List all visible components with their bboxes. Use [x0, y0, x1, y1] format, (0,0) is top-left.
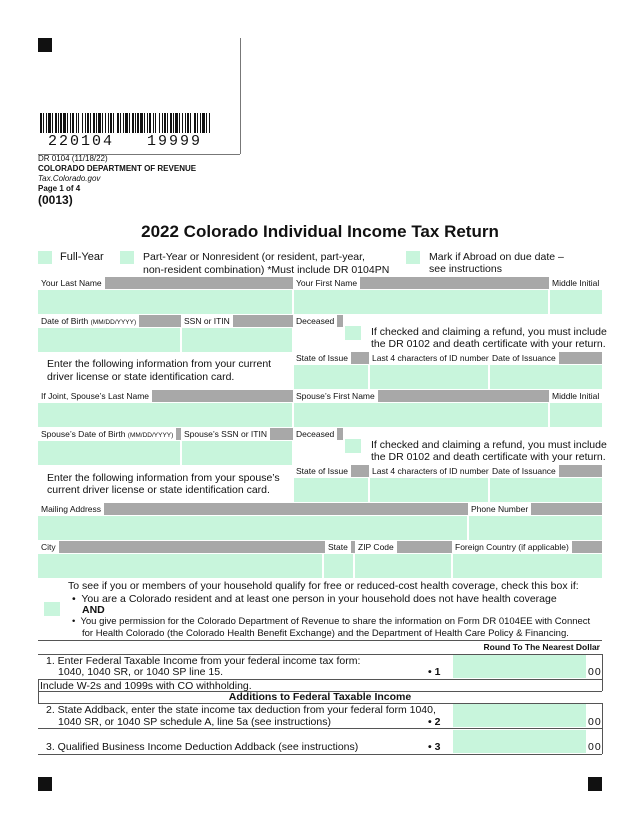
dob-format: (MM/DD/YYYY) — [90, 319, 137, 326]
barcode-bar — [209, 113, 210, 133]
line1-cents: 00 — [588, 666, 602, 678]
spouse-deceased-note-2: the DR 0102 and death certificate with your return. — [371, 451, 606, 463]
state-label: State — [325, 541, 351, 553]
barcode — [40, 113, 210, 133]
additions-header: Additions to Federal Taxable Income — [228, 691, 412, 703]
spouse-last4-id-label: Last 4 characters of ID number — [369, 465, 492, 477]
dob-label — [38, 315, 139, 329]
barcode-bar — [113, 113, 114, 133]
barcode-bar — [137, 113, 139, 133]
barcode-bar — [182, 113, 183, 133]
deceased-note-2: the DR 0102 and death certificate with your return. — [371, 338, 606, 350]
deceased-note: If checked and claiming a refund, you must include — [371, 326, 607, 338]
line2-text-2: 1040 SR, or 1040 SP schedule A, line 5a (see instructions) — [58, 716, 331, 728]
barcode-bar — [187, 113, 189, 133]
line2-text: 2. State Addback, enter the state income tax deduction from your federal form 1040, — [46, 704, 436, 716]
spouse-date-issuance-label: Date of Issuance — [489, 465, 559, 477]
spouse-dob-field[interactable] — [38, 441, 180, 465]
barcode-bar — [60, 113, 62, 133]
full-year-label: Full-Year — [60, 251, 104, 263]
state-of-issue-field[interactable] — [294, 365, 368, 389]
section-rule — [602, 654, 603, 691]
abroad-label: Mark if Abroad on due date – — [429, 251, 564, 263]
line2-cents: 00 — [588, 716, 602, 728]
spouse-first-name-label: Spouse’s First Name — [293, 390, 378, 402]
foreign-country-field[interactable] — [453, 554, 602, 578]
spouse-ssn-label: Spouse’s SSN or ITIN — [181, 428, 270, 440]
spouse-ssn-field[interactable] — [182, 441, 292, 465]
id-note-2: driver license or state identification card. — [47, 371, 235, 383]
line1-text-2: 1040, 1040 SR, or 1040 SP line 15. — [58, 666, 224, 678]
barcode-bar — [140, 113, 143, 133]
page-number: Page 1 of 4 — [38, 184, 81, 193]
barcode-bar — [67, 113, 68, 133]
last-name-label: Your Last Name — [38, 277, 105, 289]
spouse-deceased-checkbox[interactable] — [345, 439, 361, 453]
line3-number: • 3 — [428, 741, 441, 753]
line3-text: 3. Qualified Business Income Deduction Addback (see instructions) — [46, 741, 359, 753]
barcode-bar — [170, 113, 172, 133]
barcode-bar — [110, 113, 112, 133]
zip-label: ZIP Code — [355, 541, 397, 553]
city-field[interactable] — [38, 554, 322, 578]
health-bullet-1: • You are a Colorado resident and at least one person in your household does not have health coverage — [72, 593, 557, 605]
barcode-bar — [105, 113, 106, 133]
barcode-bar — [78, 113, 79, 133]
barcode-bar — [179, 113, 180, 133]
barcode-bar — [98, 113, 101, 133]
line1-text: 1. Enter Federal Taxable Income from your federal income tax form: — [46, 655, 361, 667]
barcode-bar — [52, 113, 53, 133]
city-label: City — [38, 541, 59, 553]
line2-number-text: 2 — [434, 716, 441, 728]
barcode-bar — [132, 113, 134, 133]
page-title: 2022 Colorado Individual Income Tax Return — [141, 222, 499, 241]
spouse-dob-label-text: Spouse’s Date of Birth — [41, 429, 126, 439]
barcode-bar — [63, 113, 66, 133]
health-and: AND — [82, 604, 105, 616]
barcode-bar — [144, 113, 145, 133]
section-rule — [38, 728, 602, 729]
spouse-middle-initial-label: Middle Initial — [549, 390, 602, 402]
barcode-bar — [147, 113, 148, 133]
barcode-bar — [102, 113, 103, 133]
ssn-label: SSN or ITIN — [181, 315, 233, 327]
mailing-address-field[interactable] — [38, 516, 467, 540]
barcode-bar — [175, 113, 178, 133]
phone-field[interactable] — [469, 516, 602, 540]
barcode-bar — [159, 113, 160, 133]
spouse-state-of-issue-label: State of Issue — [293, 465, 351, 477]
barcode-bar — [72, 113, 74, 133]
spouse-first-name-field[interactable] — [294, 403, 548, 427]
round-note: Round To The Nearest Dollar — [483, 642, 600, 652]
barcode-bar — [58, 113, 59, 133]
barcode-bar — [108, 113, 109, 133]
barcode-bar — [194, 113, 196, 133]
health-bullet-2-text: You give permission for the Colorado Department of Revenue to share the information on Form DR 0104EE with Connect — [80, 616, 591, 627]
id-note: Enter the following information from your current — [47, 358, 272, 370]
health-bullet-2: • You give permission for the Colorado Department of Revenue to share the information on Form DR 0104EE with Connect — [72, 616, 591, 627]
abroad-label-2: see instructions — [429, 263, 502, 275]
barcode-bar — [206, 113, 207, 133]
spouse-state-of-issue-field[interactable] — [294, 478, 368, 502]
first-name-field[interactable] — [294, 290, 548, 314]
barcode-bar — [40, 113, 42, 133]
form-id: DR 0104 (11/18/22) — [38, 154, 108, 163]
health-bullet-1-text: You are a Colorado resident and at least one person in your household does not have health coverage — [81, 593, 557, 605]
last4-id-field[interactable] — [370, 365, 488, 389]
form-code: (0013) — [38, 193, 73, 207]
line3-amount-field[interactable] — [453, 730, 586, 753]
spouse-date-issuance-field[interactable] — [490, 478, 602, 502]
barcode-bar — [46, 113, 47, 133]
barcode-bar — [167, 113, 168, 133]
last-name-field[interactable] — [38, 290, 292, 314]
barcode-bar — [82, 113, 83, 133]
spouse-last4-id-field[interactable] — [370, 478, 488, 502]
first-name-label: Your First Name — [293, 277, 360, 289]
health-intro: To see if you or members of your household qualify for free or reduced-cost health coverage, check this box if: — [68, 580, 579, 592]
last4-id-label: Last 4 characters of ID number — [369, 352, 492, 364]
barcode-bar — [135, 113, 136, 133]
barcode-bar — [76, 113, 77, 133]
barcode-bar — [96, 113, 97, 133]
barcode-number: 220104 19999 — [48, 133, 203, 150]
barcode-bar — [43, 113, 44, 133]
barcode-bar — [185, 113, 186, 133]
barcode-bar — [125, 113, 128, 133]
part-year-label: Part-Year or Nonresident (or resident, part-year, — [143, 251, 365, 263]
barcode-bar — [90, 113, 91, 133]
spouse-last-name-field[interactable] — [38, 403, 292, 427]
dob-label-text: Date of Birth — [41, 316, 89, 326]
deceased-checkbox[interactable] — [345, 326, 361, 340]
state-of-issue-label: State of Issue — [293, 352, 351, 364]
spouse-id-note: Enter the following information from your spouse’s — [47, 472, 280, 484]
spouse-dob-label — [38, 428, 176, 442]
website: Tax.Colorado.gov — [38, 174, 101, 183]
spouse-id-note-2: current driver license or state identification card. — [47, 484, 270, 496]
zip-field[interactable] — [355, 554, 451, 578]
spouse-dob-format: (MM/DD/YYYY) — [127, 432, 174, 439]
registration-mark — [38, 777, 52, 791]
barcode-bar — [173, 113, 174, 133]
full-year-checkbox[interactable] — [38, 251, 52, 264]
barcode-bar — [123, 113, 124, 133]
barcode-bar — [202, 113, 205, 133]
barcode-bar — [117, 113, 119, 133]
health-bullet-2-cont: for Health Colorado (the Colorado Health Benefit Exchange) and the Department of Health Care Policy & Financing. — [82, 628, 569, 639]
spouse-deceased-label: Deceased — [293, 428, 337, 440]
line3-number-text: 3 — [434, 741, 441, 753]
barcode-bar — [85, 113, 86, 133]
barcode-bar — [155, 113, 156, 133]
ssn-field[interactable] — [182, 328, 292, 352]
barcode-bar — [93, 113, 95, 133]
line3-cents: 00 — [588, 741, 602, 753]
line2-number: • 2 — [428, 716, 441, 728]
line1-number: • 1 — [428, 666, 441, 678]
date-issuance-field[interactable] — [490, 365, 602, 389]
health-coverage-checkbox[interactable] — [44, 602, 60, 616]
spouse-middle-initial-field[interactable] — [550, 403, 602, 427]
department-name: COLORADO DEPARTMENT OF REVENUE — [38, 164, 197, 173]
barcode-bar — [200, 113, 201, 133]
dob-field[interactable] — [38, 328, 180, 352]
registration-mark — [588, 777, 602, 791]
abroad-checkbox[interactable] — [406, 251, 420, 264]
state-field[interactable] — [324, 554, 353, 578]
w2-note: Include W-2s and 1099s with CO withholding. — [40, 680, 252, 692]
foreign-country-label: Foreign Country (if applicable) — [452, 541, 572, 553]
section-rule — [38, 640, 602, 641]
barcode-bar — [162, 113, 163, 133]
date-issuance-label: Date of Issuance — [489, 352, 559, 364]
barcode-bar — [149, 113, 151, 133]
line2-amount-field[interactable] — [453, 704, 586, 727]
barcode-bar — [87, 113, 89, 133]
label-bar — [38, 541, 323, 553]
barcode-bar — [164, 113, 166, 133]
header-divider — [240, 38, 241, 154]
mailing-address-label: Mailing Address — [38, 503, 104, 515]
section-rule — [602, 703, 603, 754]
barcode-bar — [190, 113, 191, 133]
barcode-bar — [129, 113, 130, 133]
middle-initial-field[interactable] — [550, 290, 602, 314]
registration-mark — [38, 38, 52, 52]
part-year-label-2: non-resident combination) *Must include DR 0104PN — [143, 264, 390, 276]
barcode-bar — [197, 113, 198, 133]
spouse-last-name-label: If Joint, Spouse’s Last Name — [38, 390, 152, 402]
barcode-bar — [120, 113, 121, 133]
phone-label: Phone Number — [468, 503, 531, 515]
spouse-deceased-note: If checked and claiming a refund, you must include — [371, 439, 607, 451]
barcode-bar — [48, 113, 51, 133]
barcode-bar — [70, 113, 71, 133]
line1-number-text: 1 — [434, 666, 441, 678]
barcode-bar — [55, 113, 57, 133]
section-rule — [38, 754, 602, 755]
part-year-checkbox[interactable] — [120, 251, 134, 264]
barcode-bar — [153, 113, 154, 133]
middle-initial-label: Middle Initial — [549, 277, 602, 289]
deceased-label: Deceased — [293, 315, 337, 327]
line1-amount-field[interactable] — [453, 655, 586, 678]
